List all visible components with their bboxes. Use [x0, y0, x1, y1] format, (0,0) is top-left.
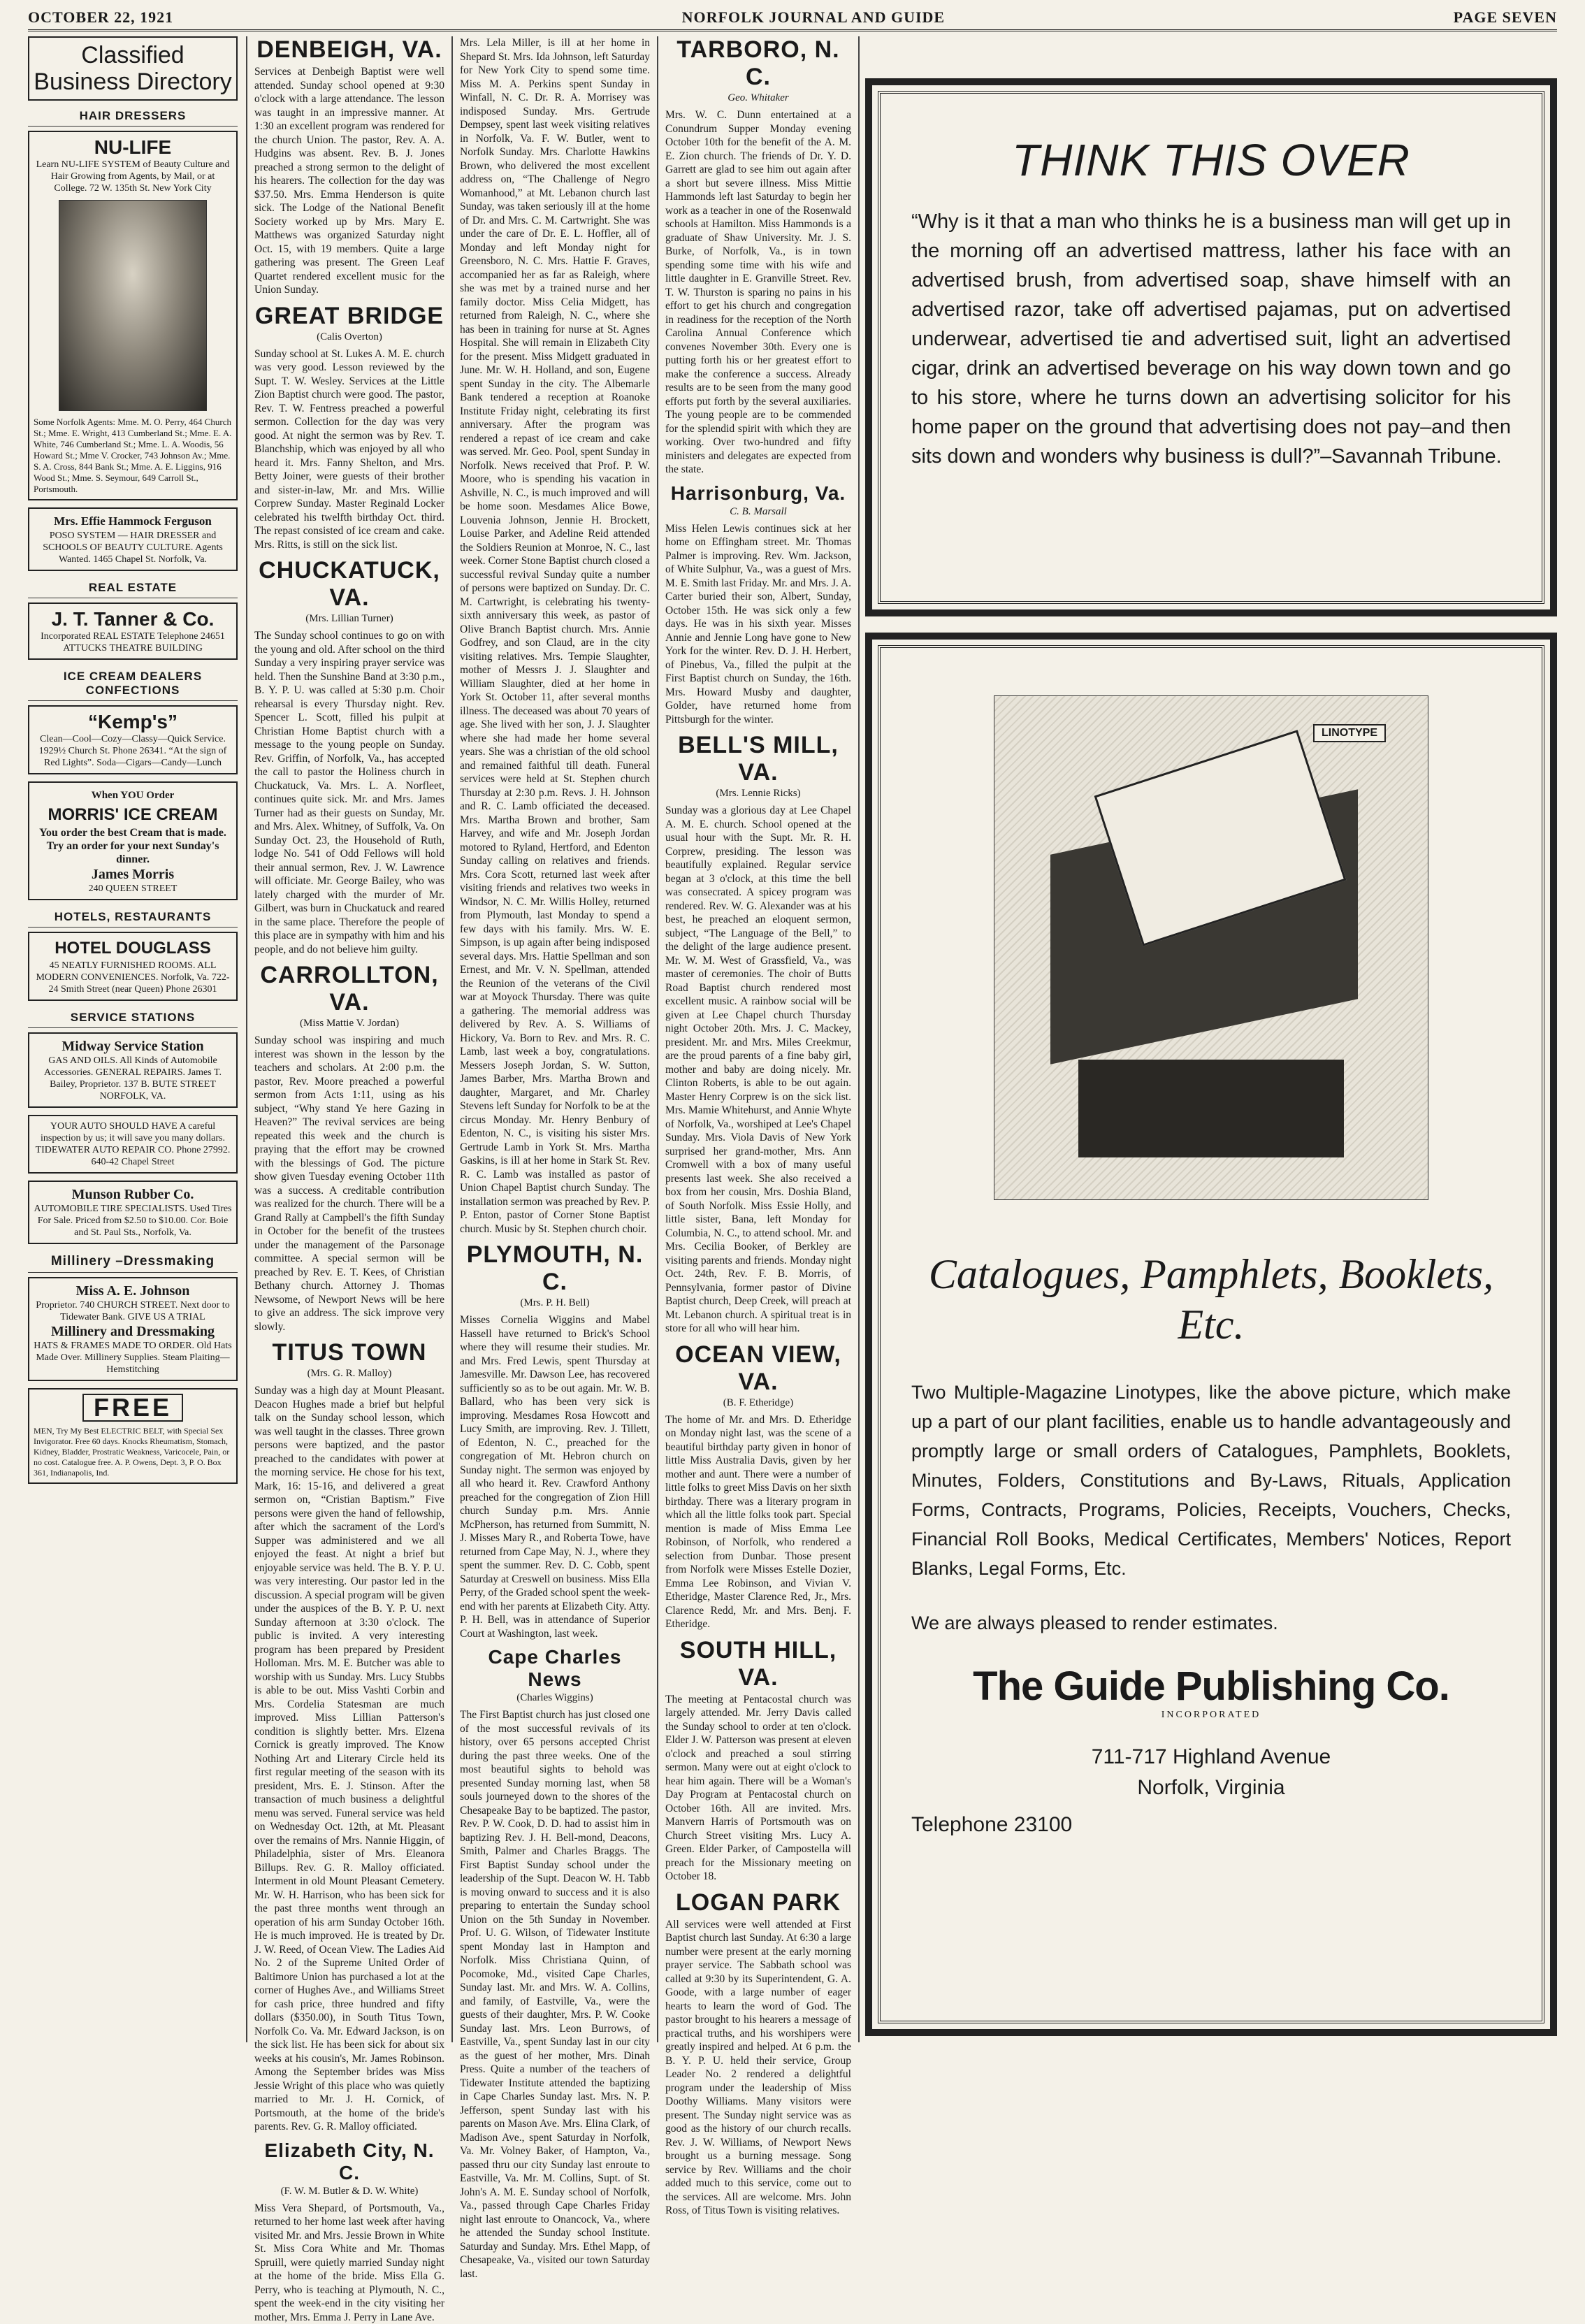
- midway-name: Midway Service Station: [34, 1038, 232, 1055]
- free-title: FREE: [82, 1394, 183, 1422]
- midway-text: GAS AND OILS. All Kinds of Automobile Accessories. GENERAL REPAIRS. James T. Bailey, Proprietor. 137 B. BUTE STREET NORFOLK, VA.: [34, 1055, 232, 1102]
- category-hair-dressers: HAIR DRESSERS: [28, 106, 238, 127]
- plymouth-body: Misses Cornelia Wiggins and Mabel Hassell have returned to Brick's School where they will resume their studies. Mr. and Mrs. Fred Lewis, spent Thursday at Jamesville. Mr. Dawson Lee, has recovered sufficiently so as to be out again. Mr. W. B. Ballard, who has been very sick is improving. Mesdames Rosa Howcott and Lucy Smith, are improving. Rev. J. Tillett, of Edenton, N. C., preached for the congregation of Mt. Hebron church on Sunday night. The sermon was enjoyed by all who heard it. Rev. Crawford Anthony preached for the congregation of Zion Hill church Sunday p.m. Mrs. Annie McPherson, has returned from Summitt, N. J. Misses Mary R., and Roberta Towe, have returned from Cape May, N. J., where they spent the summer. Rev. D. C. Cobb, spent Saturday at Creswell on business. Miss Ella Perry, of the Graded school spent the week-end with her parents at Elizabeth City. Atty. P. H. Bell, was in attendance of Superior Court at Washington, last week.: [460, 1313, 650, 1640]
- think-ad-body: “Why is it that a man who thinks he is a business man will get up in the morning off an advertised mattress, lather his face with an advertised brush, from advertised soap, shave himself with an advertised razor, take off advertised pajamas, put on advertised underwear, advertised tie and advertised suit, light an advertised cigar, drink an advertised beverage on his way down town and go to his store, where he turns down an advertising solicitor for his home paper on the ground that advertising does not pay–and then sits down and wonders why business is dull?”–Savannah Tribune.: [911, 207, 1511, 471]
- newspaper-name: NORFOLK JOURNAL AND GUIDE: [682, 8, 945, 27]
- classified-column: [28, 36, 238, 2035]
- midway-ad: [28, 1032, 238, 1108]
- cape-charles-byline: (Charles Wiggins): [460, 1692, 650, 1704]
- morris-intro: When YOU Order: [34, 787, 232, 804]
- johnson-ad: [28, 1277, 238, 1381]
- munson-name: Munson Rubber Co.: [34, 1186, 232, 1203]
- elizabeth-city-headline: Elizabeth City, N. C.: [254, 2139, 444, 2184]
- category-ice-cream: ICE CREAM DEALERS CONFECTIONS: [28, 667, 238, 701]
- morris-owner: James Morris: [34, 866, 232, 883]
- morris-name: MORRIS' ICE CREAM: [34, 804, 232, 826]
- free-belt-ad: [28, 1388, 238, 1484]
- douglass-text: 45 NEATLY FURNISHED ROOMS. ALL MODERN CONVENIENCES. Norfolk, Va. 722-24 Smith Street (near Queen) Phone 26301: [34, 960, 232, 995]
- guide-ad-body: Two Multiple-Magazine Linotypes, like the above picture, which make up a part of our plant facilities, enable us to handle advantageously and promptly large or small orders of Catalogues, Pamphlets, Booklets, Minutes, Folders, Constitutions and By-Laws, Rituals, Application Forms, Contracts, Programs, Policies, Receipts, Vouchers, Checks, Financial Roll Books, Medical Certificates, Members' Notices, Report Blanks, Legal Forms, Etc.: [911, 1378, 1511, 1583]
- ocean-view-headline: OCEAN VIEW, VA.: [665, 1341, 851, 1396]
- think-this-over-ad: [865, 78, 1557, 616]
- douglass-ad: [28, 932, 238, 1001]
- column-rule: [246, 36, 247, 2042]
- titus-town-byline: (Mrs. G. R. Malloy): [254, 1368, 444, 1380]
- tarboro-headline: TARBORO, N. C.: [665, 36, 851, 91]
- page-number: PAGE SEVEN: [1454, 8, 1557, 27]
- elizabeth-city-byline: (F. W. M. Butler & D. W. White): [254, 2186, 444, 2197]
- portrait-photo: [59, 200, 207, 411]
- logan-park-body: All services were well attended at First Baptist church last Sunday. At 6:30 a large number were present at the early morning prayer service. The Sabbath school was called at 9:30 by its Superintendent, G. A. Goode, with a large number of eager hearts to learn the word of God. The pastor brought to his hearers a message of practical truths, and his worshipers were greatly inspired and helped. At 6 p.m. the B. Y. P. U. held their service, Group Leader No. 2 rendered a delightful program under the leadership of Miss Doothy Williams. Many visitors were present. The Sunday night service was as good as the history of our church recalls. Rev. J. W. Williams, of Newport News brought us a burning message. Song service by Rev. Williams and the choir added much to this service, come out to the services. All are welcome. Mrs. John Ross, of Titus Town is visiting relatives.: [665, 1918, 851, 2218]
- guide-telephone: Telephone 23100: [911, 1813, 1511, 1837]
- johnson-text: Proprietor. 740 CHURCH STREET. Next door to Tidewater Bank. GIVE US A TRIAL: [34, 1299, 232, 1323]
- denbeigh-body: Services at Denbeigh Baptist were well attended. Sunday school opened at 9:30 o'clock with a large attendance. The lesson was taught in an impressive manner. At 1:30 an excellent program was rendered for the church Union. The pastor, Rev. A. A. Hudgins was absent. Rev. B. J. Jones preached a strong sermon to the delight of his hearers. The collection for the day was $37.50. Mrs. Emma Henderson is quite sick. The Lodge of the National Benefit Society worked up by Mrs. Mary E. Matthews was organized Saturday night Oct. 15, with 19 members. Quite a large gathering was present. The Green Leaf Quartet rendered excellent music for the Union Sunday.: [254, 65, 444, 297]
- column-rule: [858, 36, 860, 2042]
- ferguson-text: POSO SYSTEM — HAIR DRESSER and SCHOOLS OF BEAUTY CULTURE. Agents Wanted. 1465 Chapel St. Norfolk, Va.: [34, 530, 232, 565]
- tidewater-auto-text: YOUR AUTO SHOULD HAVE A careful inspection by us; it will save you many dollars. TIDEWATER AUTO REPAIR CO. Phone 27992. 640-42 Chapel Street: [34, 1120, 232, 1168]
- titus-town-headline: TITUS TOWN: [254, 1339, 444, 1366]
- kemps-name: “Kemp's”: [34, 711, 232, 733]
- morris-address: 240 QUEEN STREET: [34, 883, 232, 895]
- nulife-text: Learn NU-LIFE SYSTEM of Beauty Culture and Hair Growing from Agents, by Mail, or at College. 72 W. 135th St. New York City: [34, 159, 232, 194]
- bells-mill-byline: (Mrs. Lennie Ricks): [665, 788, 851, 800]
- morris-text: You order the best Cream that is made. Try an order for your next Sunday's dinner.: [34, 826, 232, 866]
- logan-park-headline: LOGAN PARK: [665, 1889, 851, 1917]
- category-service-stations: SERVICE STATIONS: [28, 1008, 238, 1028]
- tanner-text: Incorporated REAL ESTATE Telephone 24651 ATTUCKS THEATRE BUILDING: [34, 630, 232, 654]
- harrisonburg-body: Miss Helen Lewis continues sick at her home on Effingham street. Mr. Thomas Palmer is improving. Rev. Wm. Jackson, of White Sulphur, Va., was a guest of Mrs. M. E. Smith last Friday. Mr. and Mrs. J. A. Carter buried their son, Albert, Sunday, October 15th. He was sick only a few days. He was in his sixth year. Misses Annie and Jennie Long have gone to New York for the winter. Rev. D. J. H. Herbert, of Pinebus, Va., filled the pulpit at the First Baptist church on Sunday, the 16th. Mrs. Howard Musby and daughter, Golder, have returned home from Pittsburgh for the winter.: [665, 522, 851, 727]
- johnson-name: Miss A. E. Johnson: [34, 1283, 232, 1299]
- nulife-agents: Some Norfolk Agents: Mme. M. O. Perry, 464 Church St.; Mme. E. Wright, 413 Cumberland St.; Mme. E. A. White, 746 Cumberland St.; Mme. L. A. Woodis, 56 Howard St.; Mme V. Crocker, 743 Johnson Av.; Mme. S. A. Cross, 844 Bank St.; Mme. A. E. Liggins, 916 Wood St.; Mme. S. Seymour, 649 Carroll St., Portsmouth.: [34, 417, 232, 495]
- guide-address-city: Norfolk, Virginia: [911, 1773, 1511, 1803]
- carrollton-byline: (Miss Mattie V. Jordan): [254, 1018, 444, 1030]
- south-hill-headline: SOUTH HILL, VA.: [665, 1637, 851, 1691]
- cape-charles-headline: Cape Charles News: [460, 1646, 650, 1691]
- great-bridge-headline: GREAT BRIDGE: [254, 303, 444, 330]
- johnson-small: HATS & FRAMES MADE TO ORDER. Old Hats Made Over. Millinery Supplies. Steam Plaiting—Hemstitching: [34, 1340, 232, 1376]
- munson-text: AUTOMOBILE TIRE SPECIALISTS. Used Tires For Sale. Priced from $2.50 to $10.00. Cor. Boie and St. Paul Sts., Norfolk, Va.: [34, 1203, 232, 1239]
- machine-base: [1078, 1060, 1344, 1157]
- tidewater-auto-ad: [28, 1115, 238, 1174]
- bells-mill-headline: BELL'S MILL, VA.: [665, 732, 851, 786]
- elizabeth-city-continued: Mrs. Lela Miller, is ill at her home in Shepard St. Mrs. Ida Johnson, left Saturday for New York City to spend some time. Miss M. A. Perkins spent Sunday in Winfall, N. C. Dr. R. A. Morrisey was indisposed Sunday. Mrs. Gertrude Dempsey, spent last week visiting relatives in Norfolk, Va. F. W. Butler, went to Norfolk Sunday. Mrs. Charlotte Hawkins Brown, who delivered the most excellent address on, “The Challenge of Negro Womanhood,” at Mt. Lebanon church last Sunday, was taken seriously ill at the home of Dr. and Mrs. C. M. Cartwright. She was under the care of Dr. E. L. Hoffler, all of Monday and left Monday night for Greensboro, N. C. Mrs. Hattie F. Graves, accompanied her as far as Raleigh, where she was met by a trained nurse and her family doctor. Miss Celia Midgett, has returned from Raleigh, N. C., where she has been in training for nurse at St. Agnes Hospital. She will remain in Elizabeth City for the present. Miss Midgett graduated in June. Mr. W. H. Holland, and son, Eugene spent Sunday in the city. The Albemarle Bank tendered a reception at Roanoke Institute Friday night, celebrating its first anniversary. After the program was rendered a repast of ice cream and cake was served. Mr. Geo. Pool, spent Sunday in Norfolk. News received that Prof. P. W. Moore, who is spending his vacation in Ashville, N. C., is much improved and will be home soon. Mesdames Alice Bowe, Louvenia Johnson, Jennie H. Brockett, Louise Parker, and Adeline Reid attended the Soldiers Reunion at Monroe, N. C., last week. Corner Stone Baptist church closed a successful revival Sunday quite a number of persons were baptized on Sunday. Dr. C. M. Cartwright, is celebrating his twenty-sixth anniversary this week, as pastor of Olive Branch Baptist church. Mrs. Annie Godfrey, and son Claud, are in the city visiting relatives. Mrs. Tempie Slaughter, mother of Messrs J. J. Slaughter and William Slaughter, died at her home in York St. October 11, after several months illness. The deceased was about 70 years of age. She lived with her son, J. J. Slaughter where she had made her home several years. She was a christian of the old school and remained faithful till death. Funeral services were held at St. Stephen church Thursday at 2:30 p.m. Revs. J. H. Johnson and R. C. Lamb officiated the deceased. Mrs. Martha Brown and brother, Sam Harvey, and wife and Mr. Joseph Jordan motored to Ryland, Hertford, and Edenton Sunday calling on relatives and friends. Mrs. Cora Scott, returned last week after visiting friends and relatives two weeks in Windsor, N. C. Mr. Willis Holley, returned from Plymouth, last Monday to spend a few days with his family. Mrs. W. E. Simpson, is up again after being indisposed several days. Mrs. Hattie Spellman and son Ernest, and Mr. V. N. Spellman, attended the Reunion of the veterans of the Civil war at Moyock Thursday. There was quite a gathering. The memorial address was delivered by Rev. A. S. Williams of Hickory, Va. Born to Rev. and Mrs. R. C. Lamb, last week a boy, congratulations. Messers Joseph Jordan, S. W. Sutton, James Barber, Mrs. Martha Brown and daughter, Margaret, and Mr. Charley Stevens left Sunday for Norfolk to be at the circus Monday. Mr. Henry Benbury of Edenton, N. C., is visiting his sister Mrs. Gertrude Lamb in York St. Mrs. Martha Gaskins, is ill at her home in Stark St. Rev. R. C. Lamb was installed as pastor of Union Chapel Baptist church Sunday. The installation sermon was preached by Rev. P. P. Enton, pastor of Corner Stone Baptist church. Music by St. Stephen church choir.: [460, 36, 650, 1236]
- category-millinery: Millinery –Dressmaking: [28, 1251, 238, 1273]
- munson-ad: [28, 1181, 238, 1244]
- guide-company-name: The Guide Publishing Co.: [911, 1663, 1511, 1710]
- great-bridge-body: Sunday school at St. Lukes A. M. E. church was very good. Lesson reviewed by the Supt. T. W. Wesley. Services at the Little Zion Baptist church were good. The pastor, Rev. T. W. Fentress preached a powerful sermon. Collection for the day was very good. At night the sermon was by Rev. T. Blanchship, which was enjoyed by all who heard it. Mrs. Fanny Shelton, and Mrs. Betty Joiner, were guests of their brother and sister-in-law, Mr. and Mrs. Willie Corprew Sunday. Master Reginald Locker celebrated his twelfth birthday Oct. third. The repast consisted of ice cream and cake. Mrs. Ritts, is still on the sick list.: [254, 347, 444, 552]
- guide-ad-estimates: We are always pleased to render estimates.: [911, 1608, 1511, 1638]
- classified-title-box: [28, 36, 238, 101]
- carrollton-body: Sunday school was inspiring and much interest was shown in the lesson by the teachers and scholars. At 2:00 p.m. the pastor, Rev. Moore preached a powerful sermon from Acts 1:11, using as his subject, “Why stand Ye here Gazing in Heaven?” The revival services are being repeated this week and the church is praying that the effort may be crowned with the blessings of God. The picture show given Tuesday evening October 11th was a success. A creditable contribution was realized for the church. There will be a Grand Rally at Campbell's the fifth Sunday in October for the benefit of the trustees under the management of the Parsonage committee. A special sermon will be preached by Rev. E. T. Kees, of Christian Bethany church. Attorney J. Thomas Newsome, of Newport News will be here to give an address. The sick improve very slowly.: [254, 1034, 444, 1334]
- plymouth-byline: (Mrs. P. H. Bell): [460, 1297, 650, 1309]
- category-hotels: HOTELS, RESTAURANTS: [28, 907, 238, 928]
- guide-address-street: 711-717 Highland Avenue: [911, 1742, 1511, 1773]
- column-rule: [451, 36, 453, 2042]
- chuckatuck-body: The Sunday school continues to go on with the young and old. After school on the third Sunday a very inspiring prayer service was held. Then the Sunshine Band at 3:30 p.m., B. Y. P. U. was called at 5:30 p.m. Choir rehearsal is every Thursday night. Rev. Spencer L. Scott, filled his pulpit at Christian Home Baptist church with a message to the young people on Sunday. Rev. Griffin, of Norfolk, Va., has accepted the call to pastor the Holiness church in Chuckatuck, Va. Mrs. L. A. Norfleet, continues quite sick. Mr. and Mrs. James Turner had as their guests on Sunday, Mr. and Mrs. Alex. Whitney, of Suffolk, Va. On Sunday Oct. 23, the Household of Ruth, lodge No. 541 of Odd Fellows will hold their annual sermon, Rev. J. W. Lawrence will officiate. Mr. George Bailey, who was lately charged with the murder of Mr. Gilbert, was burn in Chuckatuck and reared in the same place. Therefore the people of this place are in sympathy with him and his people, and do not believe him guilty.: [254, 629, 444, 956]
- news-column-2: [254, 36, 444, 2035]
- elizabeth-city-body: Miss Vera Shepard, of Portsmouth, Va., returned to her home last week after having visited Mr. and Mrs. Jessie Brown in White St. Miss Cora White and Mr. Thomas Spruill, were quietly married Sunday night at the home of the bride. Miss Ella G. Perry, who is teaching at Plymouth, N. C., spent the week-end in the city visiting her mother, Mrs. Emma J. Perry in Lane Ave.: [254, 2202, 444, 2324]
- masthead: [28, 6, 1557, 31]
- johnson-headline: Millinery and Dressmaking: [34, 1323, 232, 1340]
- guide-ad-headline: Catalogues, Pamphlets, Booklets, Etc.: [911, 1249, 1511, 1350]
- ocean-view-byline: (B. F. Etheridge): [665, 1397, 851, 1409]
- ferguson-name: Mrs. Effie Hammock Ferguson: [34, 513, 232, 530]
- news-column-3: [460, 36, 650, 2035]
- carrollton-headline: CARROLLTON, VA.: [254, 962, 444, 1016]
- ferguson-ad: [28, 507, 238, 571]
- tarboro-body: Mrs. W. C. Dunn entertained at a Conundrum Supper Monday evening October 10th for the benefit of the A. M. E. Zion church. The friends of Dr. Y. D. Garrett are glad to see him out again after a short but severe illness. Miss Mittie Hammonds left last Saturday to begin her work as a teacher in one of the Rosenwald schools at Hamilton. Miss Hammonds is a graduate of Shaw University. Mr. J. S. Burke, of Norfolk, Va., is in town spending some time with his wife and little daughter in E. Granville Street. Rev. T. W. Thurston is sparing no pains in his effort to get his church and congregation in readiness for the reception of the North Carolina Annual Conference which convenes November 30th. Every one is putting forth his or her greatest effort to make the conference a success. Already results are to be seen from the many good efforts put forth by the several auxiliaries. The young people are to be commended for the splendid spirit with which they are working. Over two-hundred and fifty ministers and delegates are expected from the state.: [665, 108, 851, 477]
- bells-mill-body: Sunday was a glorious day at Lee Chapel A. M. E. church. School opened at the usual hour with the Supt. Mr. R. H. Corprew, presiding. The lesson was beautifully explained. Regular service began at 3 o'clock, at this time the bell was consecrated. A spicey program was rendered. Rev. W. G. Alexander was at his best, he preached an eloquent sermon, subject, “The Language of the Bell,” to the delight of the large audience present. Mr. W. M. West of Grassfield, Va., was master of ceremonies. The choir of Butts Road Baptist church rendered most excellent music. A rainbow social will be given at Lee Chapel church Thursday night October 20th. Mrs. J. C. Mackey, president. Mr. and Mrs. Miles Creekmur, are the proud parents of a fine baby girl, mother and baby are doing nicely. Mr. Clinton Roberts, is able to be out again. Master Henry Corprew is on the sick list. Mrs. Mamie Whitehurst, and Annie Whyte of Norfolk, Va., worshiped at Lee's Chapel Sunday. Mrs. Viola Davis of New York surprised her grand-mother, Mrs. Ann Cromwell with a box of many useful presents last week. She also received a box from her cousin, Mrs. Doshia Bland, of South Norfolk. Miss Essie Holly, and little sister, Bana, left Monday for Columbia, N. C., to attend school. Mr. and Mrs. Cecilia Booker, of Berkley are visiting parents and friends. Monday night Oct. 24th, Rev. F. B. Morris, of Pennsylvania, former pastor of Divine Baptist church, Deep Creek, will preach at Mt. Lebanon church. A spiritual treat is in store for all who will hear him.: [665, 804, 851, 1336]
- think-ad-title: THINK THIS OVER: [911, 134, 1511, 186]
- ocean-view-body: The home of Mr. and Mrs. D. Etheridge on Monday night last, was the scene of a beautiful birthday party given in honor of little Miss Australia Davis, given by her mother and aunt. There were a number of little folks to greet Miss Davis on her sixth birthday. There was a literary program in which all the little folks took part. Special mention is made of Miss Emma Lee Robinson, of Norfolk, who rendered a selection from Dunbar. Those present from Norfolk were Misses Estelle Dozier, Emma Lee Robinson, and Vivian V. Etheridge, Master Clarence Red, Jr., Mrs. Clarence Redd, Mr. and Mrs. Benj. F. Etheridge.: [665, 1413, 851, 1631]
- linotype-label: LINOTYPE: [1313, 724, 1386, 742]
- titus-town-body: Sunday was a high day at Mount Pleasant. Deacon Hughes made a brief but helpful talk on the Sunday school lesson, which was well taught in the classes. Three grown persons were baptized, and the pastor preached to the candidates with power at the morning service. He chose for his text, Mark, 16: 15-16, and delivered a great sermon on, “Cristian Baptism.” Five persons were given the hand of fellowship, after which the sacrament of the Lord's Supper was administered and we all enjoyed the feast. At night a brief but enjoyable service was held. The B. Y. P. U. was very interesting. Our pastor led in the discussion. A special program will be given under the auspices of the B. Y. P. U. next Sunday afternoon at 3:30 o'clock. The public is invited. A very interesting program has been prepared by President Holloman. Mrs. M. E. Butcher was able to worship with us Sunday. Mrs. Lucy Stubbs is able to be out. Miss Vashti Corbin and Mrs. Cordelia Statesman are much improved. Miss Lillian Patterson's condition is slightly better. Mrs. Elzena Cornick is greatly improved. The Know Nothing Art and Literary Circle held its first regular meeting of the season with its president, Mrs. E. J. Stinson. After the transaction of much business a delightful menu was served. Funeral service was held on Wednesday Oct. 12th, at Mt. Pleasant over the remains of Mrs. Nannie Higgin, of Philadelphia, sister of Mrs. Eleanora Billups. Rev. G. R. Malloy officiated. Interment in old Mount Pleasant Cemetery. Mr. W. H. Harrison, who has been sick for the past three months went through an operation of his arm Sunday October 16th. He is much improved. He is treated by Dr. J. W. Reed, of Ocean View. The Ladies Aid No. 2 of the Supreme United Order of Baltimore Union has purchased a lot at the corner of Hughes Ave., and Williams Street for cash price, three hundred and fifty dollars ($350.00), in South Titus Town, Norfolk Co. Va. Mr. Edward Jackson, is on the sick list. He has been sick for about six weeks at his cousin's, Mr. James Robinson. Among the September brides was Miss Jessie Wright of this place who was quietly married to Mr. J. H. Cornick, of Portsmouth, at the home of the bride's parents. Rev. G. R. Malloy officiated.: [254, 1384, 444, 2134]
- harrisonburg-byline: C. B. Marsall: [665, 506, 851, 518]
- tanner-ad: [28, 602, 238, 660]
- guide-incorporated: INCORPORATED: [911, 1710, 1511, 1721]
- plymouth-headline: PLYMOUTH, N. C.: [460, 1241, 650, 1296]
- issue-date: OCTOBER 22, 1921: [28, 8, 173, 27]
- douglass-name: HOTEL DOUGLASS: [34, 937, 232, 960]
- column-rule: [657, 36, 658, 2042]
- cape-charles-body: The First Baptist church has just closed one of the most successful revivals of its history, over 65 persons accepted Christ during the past three weeks. One of the most beautiful sights to behold was presented Sunday morning last, when 58 souls journeyed down to the shores of the Chesapeake Bay to be baptized. The pastor, Rev. P. W. Cook, D. D. had to assist him in baptizing Rev. J. H. Bell-mond, Deacons, Smith, Palmer and Charles Braggs. The First Baptist Sunday school under the leadership of the Supt. Deacon W. H. Tabb is moving onward to success and it is also preparing to entertain the Sunday school Union on the 5th Sunday in November. Prof. U. G. Wilson, of Tidewater Institute spent Monday last in Hampton and Norfolk. Miss Christiana Quinn, of Pocomoke, Md., visited Cape Charles, Sunday last. Mr. and Mrs. W. A. Collins, and family, of Eastville, Va., were the guests of their daughter, Mrs. P. W. Cooke Sunday last. Mrs. Leon Burrows, of Eastville, Va., spent Sunday last in our city as the guest of her mother, Mrs. Dinah Press. Quite a number of the teachers of Tidewater Institute attended the baptizing in Cape Charles Sunday last. Mrs. N. P. Jefferson, spent Sunday last with his parents on Mason Ave. Mrs. Elina Clark, of Madison Ave., spent Saturday in Norfolk, Va. Mr. Volney Baker, of Hampton, Va., passed thru our city Sunday last enroute to Eastville, Va. Mr. M. Collins, Supt. of St. John's A. M. E. Sunday school of Norfolk, Va., passed through Cape Charles Friday night last enroute to Onancock, Va., where he attended the Sunday school Institute. Saturday and Sunday. Mrs. Ethel Mapp, of Chesapeake, Va., visited our town Saturday last.: [460, 1708, 650, 2281]
- nulife-ad: [28, 131, 238, 500]
- harrisonburg-headline: Harrisonburg, Va.: [665, 482, 851, 505]
- tanner-name: J. T. Tanner & Co.: [34, 608, 232, 630]
- category-real-estate: REAL ESTATE: [28, 578, 238, 598]
- south-hill-body: The meeting at Pentacostal church was largely attended. Mr. Jerry Davis called the Sunday school to order at ten o'clock. Elder J. W. Patterson was present at eleven o'clock and preached a soul stirring sermon. Many were out at eight o'clock to hear him again. There will be a Woman's Day Program at Pentacostal church on October 16th. All are invited. Mrs. Manvern Harris of Portsmouth was on Church Street visiting Mrs. Lucy A. Green. Elder Parker, of Campostella will preach for the Missionary meeting on October 18.: [665, 1693, 851, 1884]
- kemps-text: Clean—Cool—Cozy—Classy—Quick Service. 1929½ Church St. Phone 26341. “At the sign of Red Lights”. Soda—Cigars—Candy—Lunch: [34, 733, 232, 769]
- classified-title: Classified Business Directory: [34, 42, 232, 95]
- morris-ad: [28, 781, 238, 900]
- tarboro-byline: Geo. Whitaker: [665, 92, 851, 104]
- linotype-machine-illustration: [994, 695, 1428, 1200]
- guide-publishing-ad: [865, 633, 1557, 2036]
- great-bridge-byline: (Calis Overton): [254, 331, 444, 343]
- nulife-name: NU-LIFE: [34, 136, 232, 159]
- news-column-4: [665, 36, 851, 2035]
- denbeigh-headline: DENBEIGH, VA.: [254, 36, 444, 64]
- chuckatuck-byline: (Mrs. Lillian Turner): [254, 613, 444, 625]
- free-text: MEN, Try My Best ELECTRIC BELT, with Special Sex Invigorator. Free 60 days. Knocks Rheumatism, Stomach, Kidney, Bladder, Prostratic Weakness, Varicocele, Pain, or no cost. Catalogue free. A. P. Owens, Dept. 3, P. O. Box 361, Indianapolis, Ind.: [34, 1426, 232, 1478]
- kemps-ad: [28, 705, 238, 774]
- chuckatuck-headline: CHUCKATUCK, VA.: [254, 557, 444, 612]
